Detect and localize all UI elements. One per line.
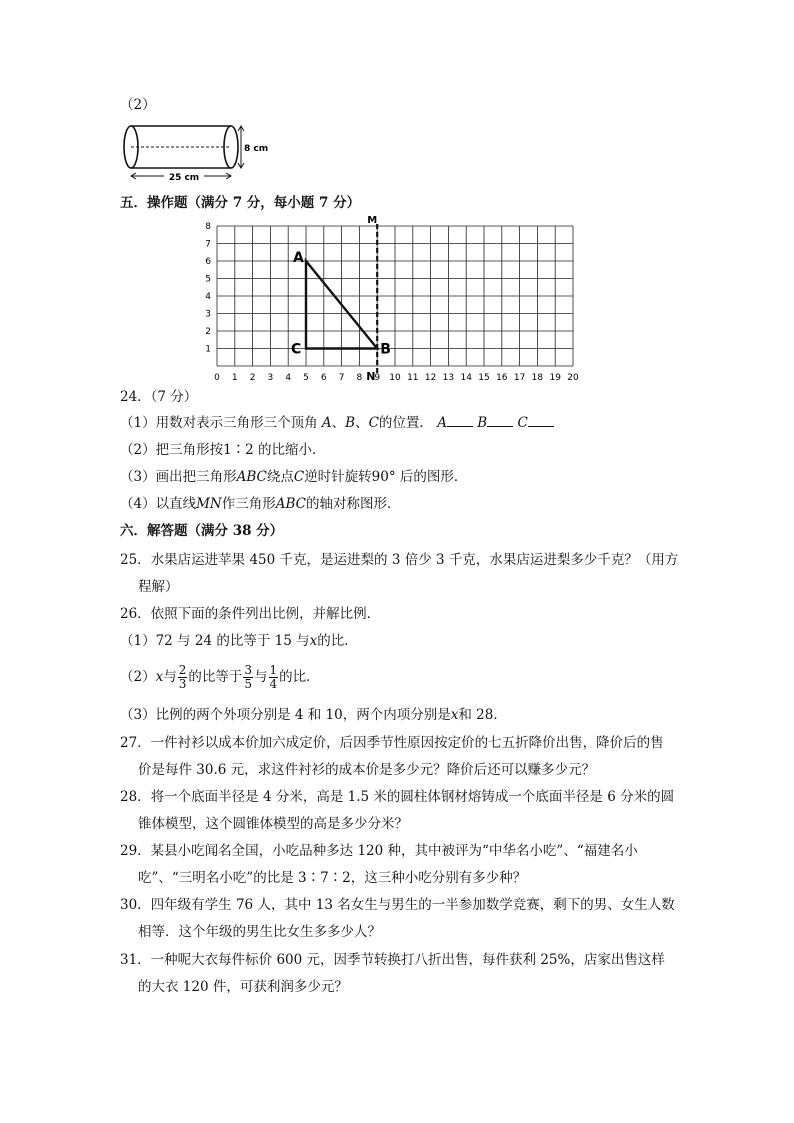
x-tick-label: 17 — [513, 373, 526, 383]
q24-part1: （1）用数对表示三角形三个顶角 A、B、C的位置． A B C — [120, 414, 554, 432]
x-tick-label: 6 — [320, 373, 327, 383]
q29-line1: 29．某县小吃闻名全国，小吃品种多达 120 种，其中被评为“中华名小吃”、“福建名小 — [120, 843, 638, 859]
y-tick-label: 5 — [205, 274, 211, 285]
answer-blank-a[interactable] — [447, 414, 473, 427]
q26-part1: （1）72 与 24 的比等于 15 与x的比． — [120, 633, 358, 649]
x-tick-label: 1 — [231, 373, 238, 383]
y-tick-label: 6 — [205, 257, 211, 267]
q24-part4: （4）以直线MN作三角形ABC的轴对称图形． — [120, 496, 401, 512]
q31-line2: 的大衣 120 件，可获利润多少元？ — [138, 979, 348, 995]
x-tick-label: 7 — [338, 373, 345, 383]
q25-line2: 程解） — [138, 579, 179, 595]
q24-part3: （3）画出把三角形ABC绕点C逆时针旋转90° 后的图形． — [120, 469, 468, 485]
x-tick-label: 4 — [285, 373, 292, 383]
fraction-one-quarter: $\frac{1}{4}$ — [269, 663, 278, 691]
q29-line2: 吃”、“三明名小吃”的比是 3∶7∶2，这三种小吃分别有多少种？ — [138, 870, 527, 886]
answer-blank-c[interactable] — [528, 414, 554, 427]
x-tick-label: 10 — [389, 373, 401, 383]
label-a: A — [293, 250, 304, 266]
x-tick-label: 20 — [567, 373, 579, 383]
y-tick-label: 1 — [205, 344, 211, 355]
label-c: C — [291, 341, 302, 358]
x-tick-label: 18 — [531, 373, 544, 383]
q24-title: 24．（7 分） — [120, 389, 198, 405]
fraction-three-fifths: $\frac{3}{5}$ — [244, 663, 252, 691]
y-tick-label: 2 — [205, 327, 211, 337]
cylinder-figure — [118, 120, 278, 184]
label-n: N — [366, 370, 376, 383]
q25-line1: 25．水果店运进苹果 450 千克，是运进梨的 3 倍少 3 千克，水果店运进梨多少千克？（用方 — [120, 552, 679, 568]
label-b: B — [380, 341, 391, 358]
q27-line2: 价是每件 30.6 元，求这件衬衫的成本价是多少元？降价后还可以赚多少元？ — [138, 762, 596, 778]
y-tick-label: 4 — [205, 292, 211, 302]
q26-title: 26．依照下面的条件列出比例，并解比例． — [120, 606, 381, 622]
section-5-heading: 五．操作题（满分 7 分，每小题 7 分） — [120, 195, 361, 211]
x-tick-label: 19 — [549, 373, 561, 383]
q28-line2: 锥体模型，这个圆锥体模型的高是多少分米？ — [138, 816, 408, 832]
height-label: 8 cm — [244, 144, 269, 154]
x-tick-label: 3 — [267, 373, 274, 383]
q30-line1: 30．四年级有学生 76 人，其中 13 名女生与男生的一半参加数学竞赛，剩下的男、女生人数 — [120, 897, 675, 913]
x-tick-label: 8 — [356, 373, 363, 383]
figure-label: （2） — [120, 97, 156, 113]
y-tick-label: 7 — [205, 239, 211, 250]
q31-line1: 31．一种呢大衣每件标价 600 元，因季节转换打八折出售，每件获利 25%，店家出售这样 — [120, 952, 665, 968]
q28-line1: 28．将一个底面半径是 4 分米，高是 1.5 米的圆柱体钢材熔铸成一个底面半径是 6 分米的圆 — [120, 789, 675, 805]
x-tick-label: 16 — [496, 373, 508, 383]
y-tick-label: 8 — [205, 222, 211, 232]
x-tick-label: 2 — [249, 373, 256, 383]
coordinate-grid — [200, 215, 579, 402]
x-tick-label: 0 — [214, 373, 220, 383]
y-tick-label: 3 — [205, 309, 211, 320]
x-tick-label: 14 — [460, 373, 472, 383]
fraction-two-thirds: $\frac{2}{3}$ — [178, 663, 187, 691]
answer-blank-b[interactable] — [487, 414, 513, 427]
x-tick-label: 13 — [442, 373, 455, 383]
label-m: M — [367, 215, 378, 226]
x-tick-label: 9 — [374, 373, 381, 383]
length-label: 25 cm — [168, 173, 200, 183]
section-6-heading: 六．解答题（满分 38 分） — [120, 523, 284, 539]
x-tick-label: 15 — [478, 373, 490, 383]
q24-part2: （2）把三角形按1∶2 的比缩小． — [120, 442, 326, 458]
q27-line1: 27．一件衬衫以成本价加六成定价，后因季节性原因按定价的七五折降价出售，降价后的售 — [120, 735, 664, 751]
x-tick-label: 5 — [303, 373, 309, 383]
q30-line2: 相等．这个年级的男生比女生多多少人？ — [138, 924, 381, 940]
q26-part2: （2）x与 $\frac{2}{3}$ 的比等于 $\frac{3}{5}$ 与 $\frac{1}{4}$ 的比． — [120, 663, 320, 691]
x-tick-label: 11 — [407, 373, 419, 383]
q26-part3: （3）比例的两个外项分别是 4 和 10，两个内项分别是x和 28． — [120, 707, 507, 723]
x-tick-label: 12 — [424, 373, 437, 383]
